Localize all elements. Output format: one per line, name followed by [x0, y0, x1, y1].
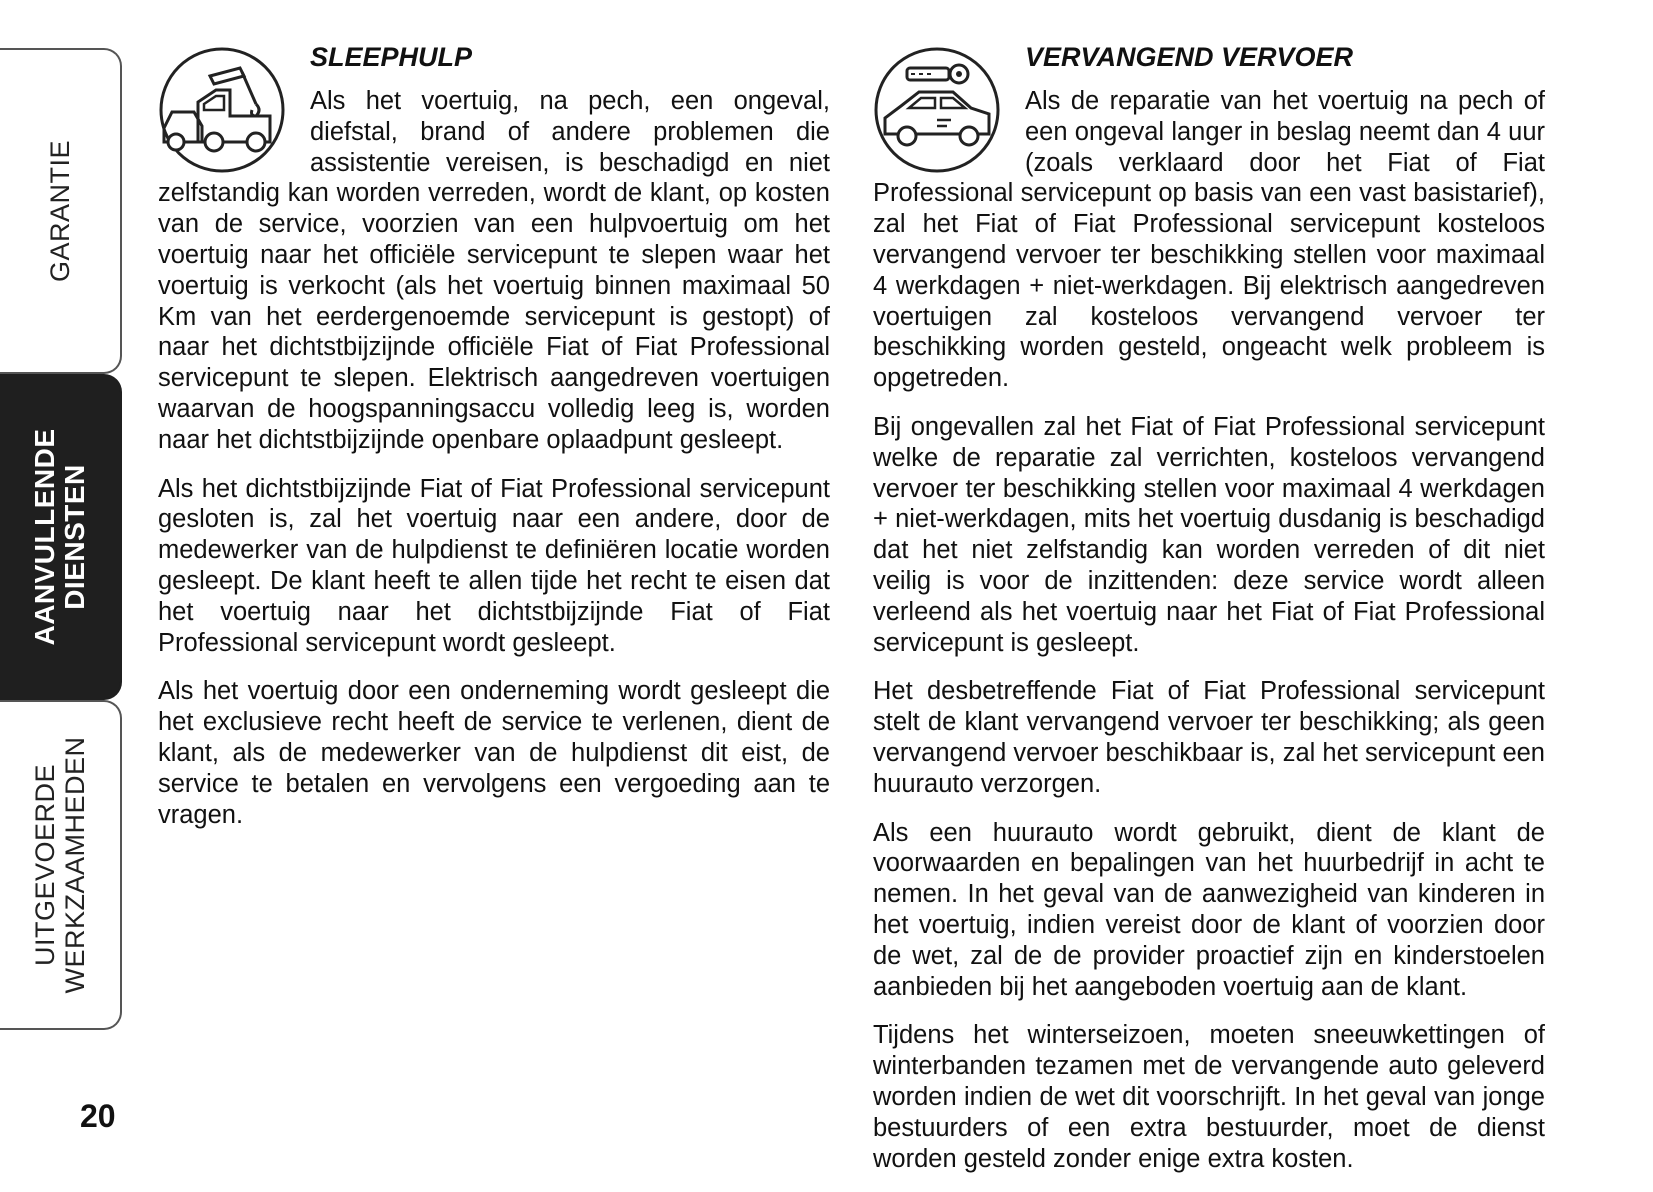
tab-uitgevoerde-werkzaamheden-label: UITGEVOERDE WERKZAAMHEDEN: [30, 736, 90, 994]
paragraph: Tijdens het winterseizoen, moeten sneeuwkettingen of winterbanden tezamen met de vervangende auto geleverd worden indien de wet dit voorschrijft. In het geval van jonge bestuurders of een extra bestuurder, moet de dienst worden gesteld zonder enige extra kosten.: [873, 1021, 1545, 1173]
tab-garantie-label: GARANTIE: [45, 139, 75, 283]
tow-truck-icon: [158, 46, 286, 174]
paragraph: Het desbetreffende Fiat of Fiat Professional servicepunt stelt de klant vervangend vervoer ter beschikking; als geen vervangend vervoer beschikbaar is, zal het servicepunt een huurauto verzorgen.: [873, 677, 1545, 798]
section-title-vervangend-vervoer: VERVANGEND VERVOER: [1025, 42, 1354, 72]
side-tab-bar: [0, 0, 124, 1165]
page-number: 20: [80, 1098, 116, 1134]
paragraph: Als een huurauto wordt gebruikt, dient de klant de voorwaarden en bepalingen van het huurbedrijf in acht te nemen. In het geval van de aanwezigheid van kinderen in het voertuig, indien vereist door de klant of voorzien door de wet, zal de de provider proactief zijn en kinderstoelen aanbieden bij het aangeboden voertuig aan de klant.: [873, 818, 1545, 1001]
left-column: [158, 40, 830, 848]
tab-aanvullende-diensten-label: AANVULLENDE DIENSTEN: [29, 428, 90, 646]
paragraph: Als het voertuig door een onderneming wordt gesleept die het exclusieve recht heeft de service te verlenen, dient de klant, als de medewerker van de hulpdienst dit eist, de service te betalen en vervolgens een vergoeding aan te vragen.: [158, 677, 830, 829]
tab-uitgevoerde-werkzaamheden[interactable]: [0, 700, 122, 1030]
tab-garantie[interactable]: [0, 48, 122, 374]
paragraph: Bij ongevallen zal het Fiat of Fiat Professional servicepunt welke de reparatie zal verrichten, kosteloos vervangend vervoer ter beschikking stellen voor maximaal 4 werkdagen + niet-werkdagen, mits het voertuig dusdanig is beschadigd dat het niet zelfstandig kan worden verreden of dit niet veilig is voor de inzittenden: deze service wordt alleen verleend als het voertuig naar het Fiat of Fiat Professional servicepunt is gesleept.: [873, 412, 1545, 657]
paragraph: Als het voertuig, na pech, een ongeval, diefstal, brand of andere problemen die assistentie vereisen, is beschadigd en niet zelfstandig kan worden verreden, wordt de klant, op kosten van de service, voorzien van een hulpvoertuig om het voertuig naar het officiële servicepunt te slepen waar het voertuig is verkocht (als het voertuig binnen maximaal 50 Km van het eerdergenoemde servicepunt is gestopt) of naar het dichtstbijzijnde officiële Fiat of Fiat Professional servicepunt te slepen. Elektrisch aangedreven voertuigen waarvan de hoogspanningsaccu volledig leeg is, worden naar het dichtstbijzijnde openbare oplaadpunt gesleept.: [158, 87, 830, 454]
section-title-sleephulp: SLEEPHULP: [310, 42, 473, 72]
paragraph: Als de reparatie van het voertuig na pech of een ongeval langer in beslag neemt dan 4 uur (zoals verklaard door het Fiat of Fiat Professional servicepunt op basis van een vast basistarief), zal het Fiat of Fiat Professional servicepunt kosteloos vervangend vervoer ter beschikking stellen voor maximaal 4 werkdagen + niet-werkdagen. Bij elektrisch aangedreven voertuigen zal kosteloos vervangend vervoer ter beschikking worden gesteld, ongeacht welk probleem is opgetreden.: [873, 87, 1545, 393]
right-column: [873, 40, 1545, 1192]
paragraph: Als het dichtstbijzijnde Fiat of Fiat Professional servicepunt gesloten is, zal het voertuig naar een andere, door de medewerker van de hulpdienst te definiëren locatie worden gesleept. De klant heeft te allen tijde het recht te eisen dat het voertuig naar het dichtstbijzijnde Fiat of Fiat Professional servicepunt wordt gesleept.: [158, 474, 830, 657]
car-key-icon: [873, 46, 1001, 174]
tab-aanvullende-diensten[interactable]: [0, 374, 122, 700]
